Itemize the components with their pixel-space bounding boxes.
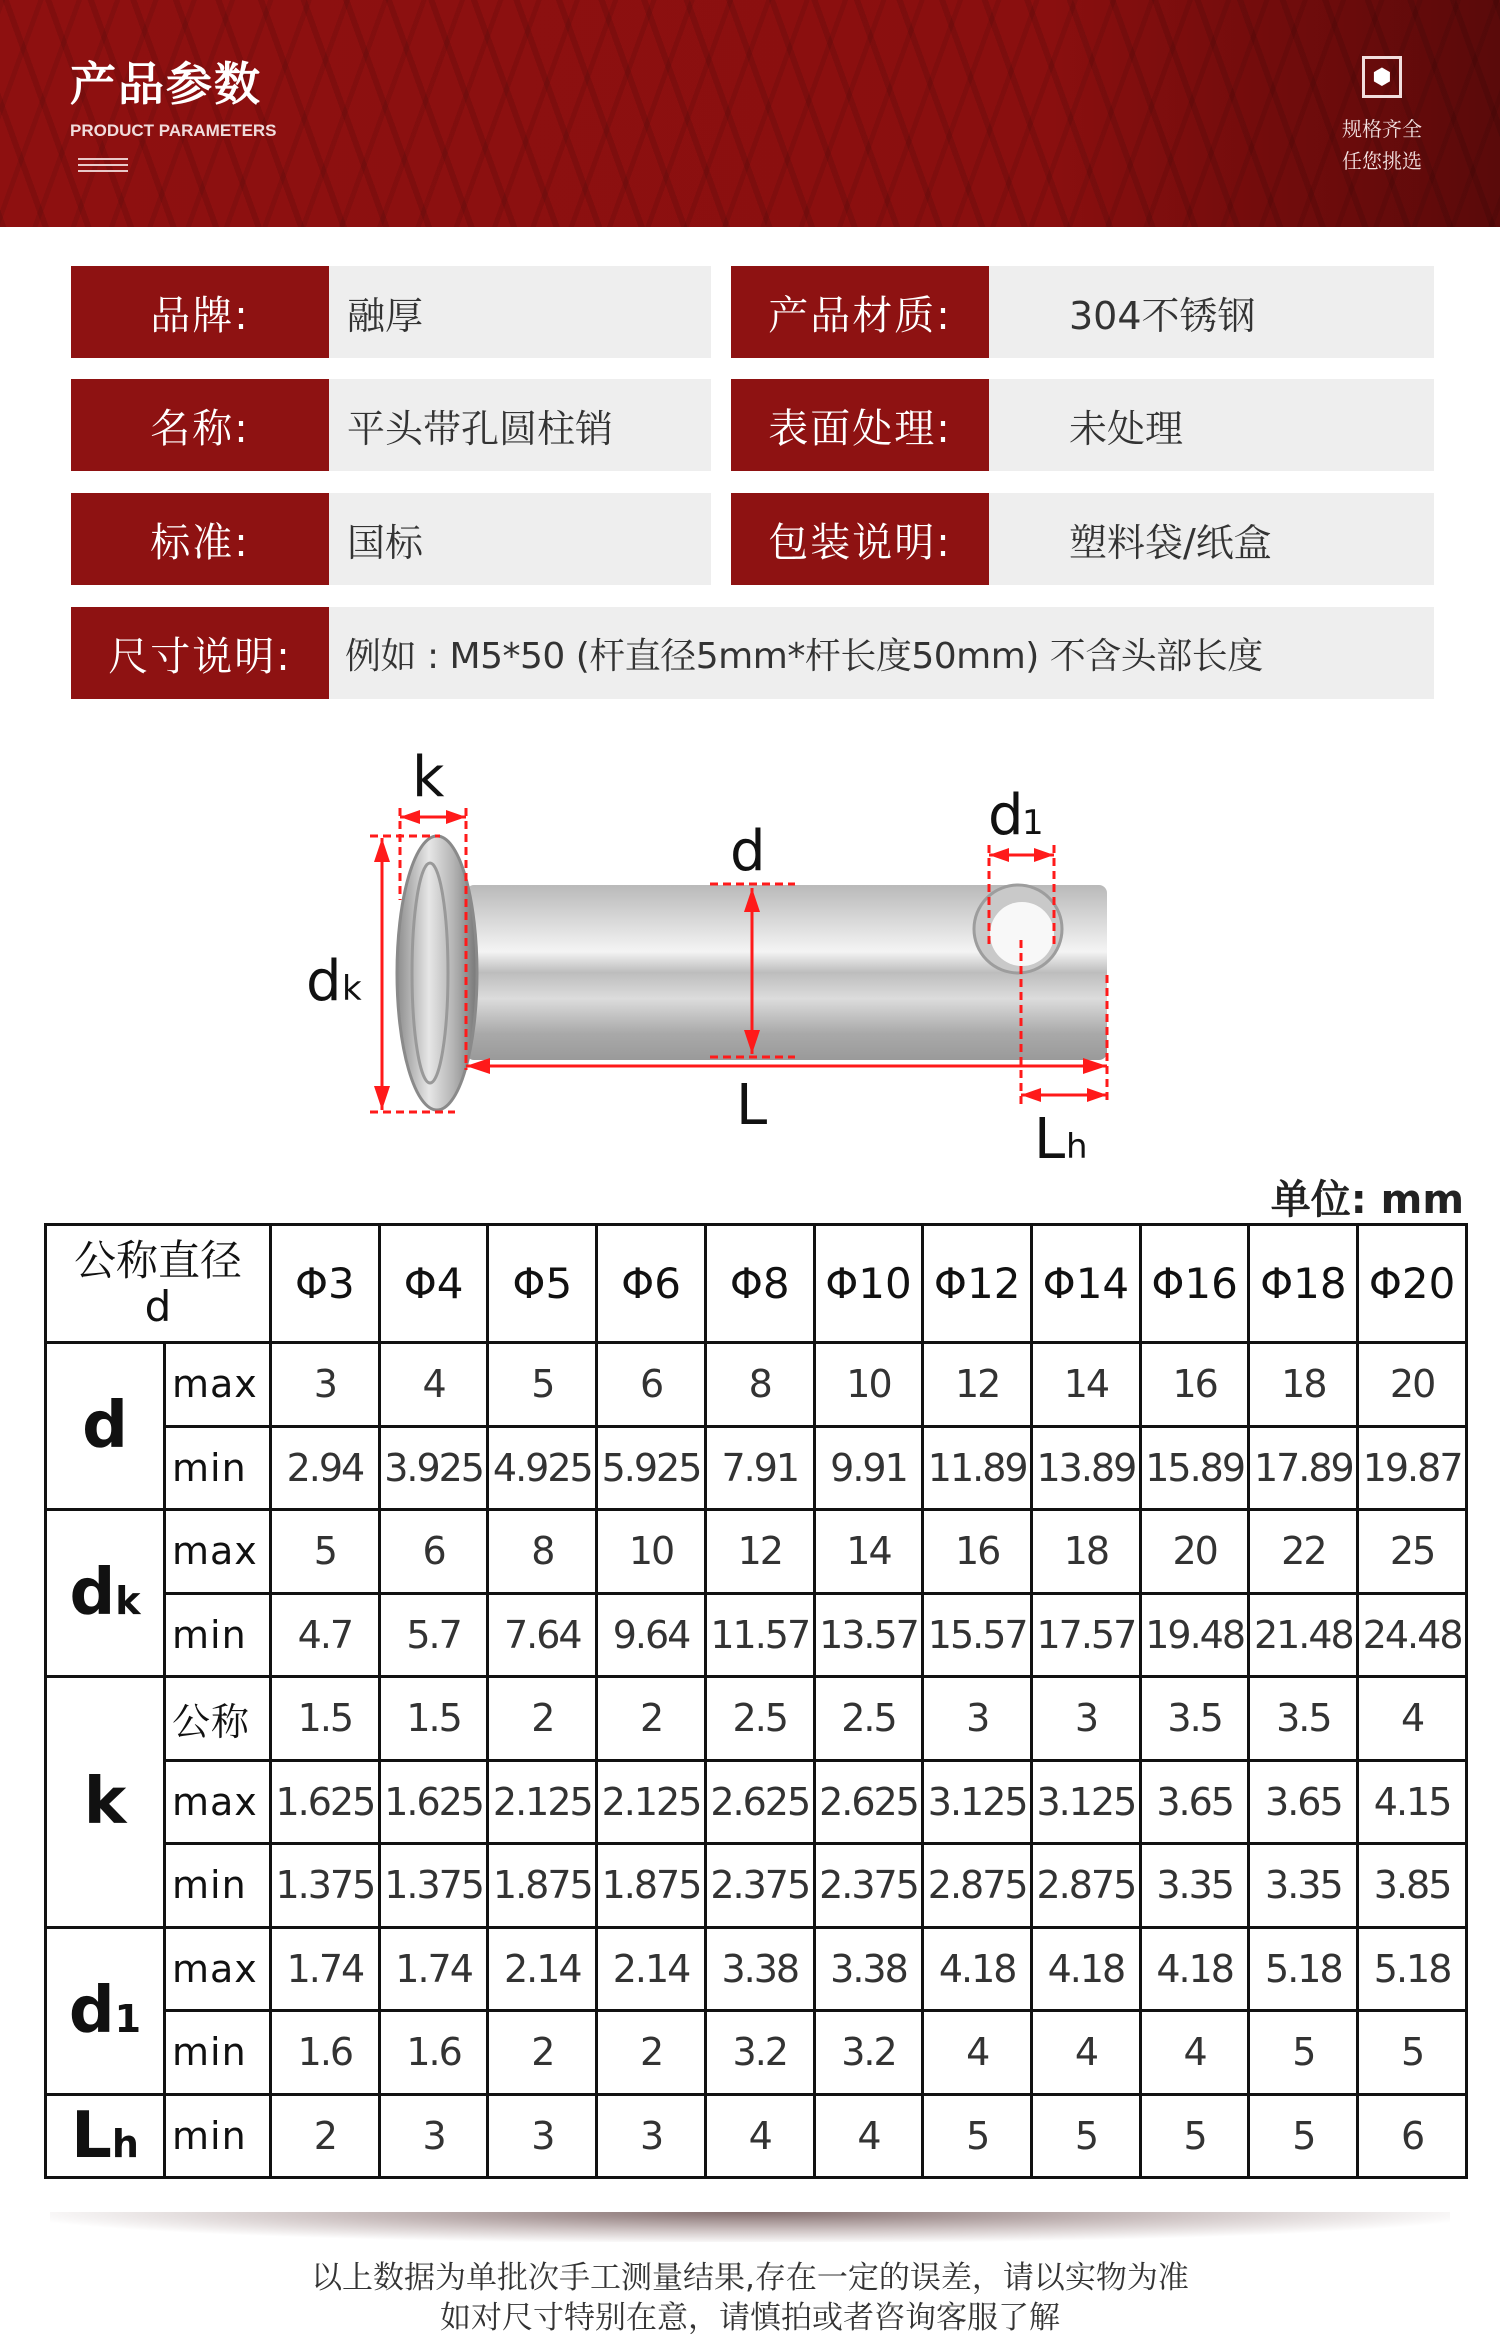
value-cell: 3.85: [1358, 1844, 1467, 1928]
value-cell: 3.65: [1140, 1760, 1249, 1844]
param-symbol: d: [82, 1389, 128, 1463]
value-cell: 3.125: [923, 1760, 1032, 1844]
value-cell: 5.18: [1358, 1927, 1467, 2011]
value-cell: 1.625: [379, 1760, 488, 1844]
value-cell: 8: [705, 1343, 814, 1427]
divider-shadow: [50, 2212, 1450, 2242]
param-symbol: k: [83, 1764, 127, 1839]
value-cell: 13.57: [814, 1593, 923, 1677]
value-cell: 11.89: [923, 1426, 1032, 1510]
value-cell: 5.18: [1249, 1927, 1358, 2011]
value-cell: 1.875: [597, 1844, 706, 1928]
pin-diagram: [0, 730, 1500, 1190]
value-cell: 14: [814, 1510, 923, 1594]
row-label: max: [165, 1927, 271, 2011]
standard-value: 国标: [329, 493, 711, 585]
value-cell: 2.375: [814, 1844, 923, 1928]
value-cell: 2.14: [597, 1927, 706, 2011]
corner-header: [46, 1225, 271, 1343]
value-cell: 5: [1140, 2094, 1249, 2178]
value-cell: 2.625: [814, 1760, 923, 1844]
value-cell: 3: [597, 2094, 706, 2178]
value-cell: 15.57: [923, 1593, 1032, 1677]
table-row: [46, 1844, 1467, 1928]
value-cell: 2.5: [705, 1677, 814, 1761]
label-k: k: [412, 745, 445, 810]
badge-line-1: 规格齐全: [1342, 117, 1422, 141]
value-cell: 7.91: [705, 1426, 814, 1510]
column-header: Φ16: [1140, 1225, 1249, 1343]
value-cell: 3.2: [814, 2011, 923, 2095]
value-cell: 2: [271, 2094, 380, 2178]
value-cell: 20: [1358, 1343, 1467, 1427]
value-cell: 2.125: [597, 1760, 706, 1844]
label-L: L: [736, 1073, 768, 1138]
unit-label: 单位: mm: [1270, 1177, 1464, 1223]
param-cell: [46, 1927, 165, 2094]
param-symbol: d: [68, 1973, 115, 2048]
value-cell: 4.18: [1140, 1927, 1249, 2011]
column-header: Φ8: [705, 1225, 814, 1343]
value-cell: 3.5: [1249, 1677, 1358, 1761]
value-cell: 10: [814, 1343, 923, 1427]
value-cell: 3: [271, 1343, 380, 1427]
value-cell: 9.64: [597, 1593, 706, 1677]
value-cell: 16: [1140, 1343, 1249, 1427]
table-row: [46, 2094, 1467, 2178]
value-cell: 10: [597, 1510, 706, 1594]
value-cell: 4: [1358, 1677, 1467, 1761]
value-cell: 5: [488, 1343, 597, 1427]
value-cell: 3.925: [379, 1426, 488, 1510]
value-cell: 2.5: [814, 1677, 923, 1761]
label-Lh-sub: h: [1066, 1127, 1088, 1167]
value-cell: 2.94: [271, 1426, 380, 1510]
value-cell: 3.38: [705, 1927, 814, 2011]
column-header: Φ14: [1032, 1225, 1141, 1343]
value-cell: 4.18: [1032, 1927, 1141, 2011]
value-cell: 2.875: [923, 1844, 1032, 1928]
value-cell: 1.5: [379, 1677, 488, 1761]
value-cell: 12: [923, 1343, 1032, 1427]
value-cell: 2.375: [705, 1844, 814, 1928]
value-cell: 4.18: [923, 1927, 1032, 2011]
value-cell: 3.65: [1249, 1760, 1358, 1844]
param-subscript: 1: [114, 1996, 142, 2041]
value-cell: 2.875: [1032, 1844, 1141, 1928]
standard-label: 标准:: [71, 493, 329, 585]
table-row: [46, 1927, 1467, 2011]
value-cell: 18: [1032, 1510, 1141, 1594]
table-row: [46, 1343, 1467, 1427]
value-cell: 9.91: [814, 1426, 923, 1510]
label-d1: d: [988, 783, 1024, 848]
section-title: 产品参数: [70, 57, 262, 111]
value-cell: 19.87: [1358, 1426, 1467, 1510]
row-label: min: [165, 2094, 271, 2178]
value-cell: 4: [379, 1343, 488, 1427]
section-header: [0, 0, 1500, 227]
value-cell: 5.7: [379, 1593, 488, 1677]
value-cell: 5: [271, 1510, 380, 1594]
value-cell: 1.5: [271, 1677, 380, 1761]
corner-line-2: d: [144, 1281, 172, 1331]
spec-table: [44, 1223, 1468, 2179]
value-cell: 6: [597, 1343, 706, 1427]
value-cell: 2.125: [488, 1760, 597, 1844]
menu-lines-decoration: [78, 158, 128, 172]
label-dk: d: [306, 949, 342, 1014]
value-cell: 11.57: [705, 1593, 814, 1677]
table-row: [46, 2011, 1467, 2095]
row-label: min: [165, 2011, 271, 2095]
material-value: 304不锈钢: [989, 266, 1434, 358]
value-cell: 15.89: [1140, 1426, 1249, 1510]
value-cell: 2: [597, 1677, 706, 1761]
value-cell: 1.375: [379, 1844, 488, 1928]
table-row: [46, 1426, 1467, 1510]
footer-note-1: 以上数据为单批次手工测量结果,存在一定的误差，请以实物为准: [311, 2260, 1189, 2296]
value-cell: 3.35: [1249, 1844, 1358, 1928]
param-subscript: h: [111, 2121, 139, 2166]
value-cell: 5: [1249, 2011, 1358, 2095]
value-cell: 4: [923, 2011, 1032, 2095]
value-cell: 13.89: [1032, 1426, 1141, 1510]
value-cell: 18: [1249, 1343, 1358, 1427]
column-header: Φ5: [488, 1225, 597, 1343]
param-cell: [46, 1510, 165, 1677]
value-cell: 3.125: [1032, 1760, 1141, 1844]
column-header: Φ12: [923, 1225, 1032, 1343]
row-label: min: [165, 1593, 271, 1677]
value-cell: 24.48: [1358, 1593, 1467, 1677]
surface-label: 表面处理:: [731, 379, 989, 471]
name-label: 名称:: [71, 379, 329, 471]
value-cell: 5: [923, 2094, 1032, 2178]
value-cell: 4.15: [1358, 1760, 1467, 1844]
packaging-value: 塑料袋/纸盒: [989, 493, 1434, 585]
row-label: min: [165, 1844, 271, 1928]
value-cell: 7.64: [488, 1593, 597, 1677]
value-cell: 3: [1032, 1677, 1141, 1761]
value-cell: 25: [1358, 1510, 1467, 1594]
value-cell: 19.48: [1140, 1593, 1249, 1677]
value-cell: 20: [1140, 1510, 1249, 1594]
value-cell: 17.89: [1249, 1426, 1358, 1510]
value-cell: 3.38: [814, 1927, 923, 2011]
value-cell: 12: [705, 1510, 814, 1594]
value-cell: 16: [923, 1510, 1032, 1594]
row-label: max: [165, 1510, 271, 1594]
value-cell: 1.6: [379, 2011, 488, 2095]
value-cell: 1.6: [271, 2011, 380, 2095]
table-row: [46, 1593, 1467, 1677]
footer-note-2: 如对尺寸特别在意，请慎拍或者咨询客服了解: [440, 2300, 1060, 2336]
value-cell: 3.2: [705, 2011, 814, 2095]
name-value: 平头带孔圆柱销: [329, 379, 711, 471]
value-cell: 5: [1032, 2094, 1141, 2178]
param-subscript: k: [115, 1579, 141, 1623]
label-Lh: L: [1034, 1107, 1066, 1172]
value-cell: 5.925: [597, 1426, 706, 1510]
surface-value: 未处理: [989, 379, 1434, 471]
brand-label: 品牌:: [71, 266, 329, 358]
brand-value: 融厚: [329, 266, 711, 358]
value-cell: 2: [488, 2011, 597, 2095]
value-cell: 8: [488, 1510, 597, 1594]
value-cell: 3: [379, 2094, 488, 2178]
value-cell: 14: [1032, 1343, 1141, 1427]
value-cell: 3.5: [1140, 1677, 1249, 1761]
value-cell: 2.625: [705, 1760, 814, 1844]
value-cell: 4: [1032, 2011, 1141, 2095]
value-cell: 5: [1358, 2011, 1467, 2095]
size-label: 尺寸说明:: [71, 607, 329, 699]
param-cell: [46, 1677, 165, 1928]
value-cell: 1.375: [271, 1844, 380, 1928]
param-symbol: d: [69, 1556, 116, 1630]
value-cell: 2: [488, 1677, 597, 1761]
value-cell: 6: [379, 1510, 488, 1594]
label-d1-sub: 1: [1022, 803, 1044, 843]
value-cell: 2: [597, 2011, 706, 2095]
column-header: Φ10: [814, 1225, 923, 1343]
label-dk-sub: k: [342, 969, 362, 1009]
column-header: Φ4: [379, 1225, 488, 1343]
table-row: [46, 1760, 1467, 1844]
material-label: 产品材质:: [731, 266, 989, 358]
column-header: Φ20: [1358, 1225, 1467, 1343]
column-header: Φ6: [597, 1225, 706, 1343]
value-cell: 1.625: [271, 1760, 380, 1844]
value-cell: 22: [1249, 1510, 1358, 1594]
value-cell: 3: [923, 1677, 1032, 1761]
value-cell: 4.7: [271, 1593, 380, 1677]
table-row: [46, 1677, 1467, 1761]
value-cell: 1.74: [379, 1927, 488, 2011]
corner-line-1: 公称直径: [74, 1235, 243, 1285]
value-cell: 1.74: [271, 1927, 380, 2011]
value-cell: 6: [1358, 2094, 1467, 2178]
header-badge-text: [1330, 113, 1434, 177]
size-value: 例如 : M5*50 (杆直径5mm*杆长度50mm) 不含头部长度: [329, 607, 1434, 699]
row-label: 公称: [165, 1677, 271, 1761]
row-label: max: [165, 1343, 271, 1427]
row-label: min: [165, 1426, 271, 1510]
value-cell: 3.35: [1140, 1844, 1249, 1928]
column-header: Φ18: [1249, 1225, 1358, 1343]
value-cell: 4: [1140, 2011, 1249, 2095]
section-subtitle: PRODUCT PARAMETERS: [70, 121, 277, 140]
cube-icon: ⬢: [1362, 56, 1402, 98]
value-cell: 2.14: [488, 1927, 597, 2011]
value-cell: 4.925: [488, 1426, 597, 1510]
packaging-label: 包装说明:: [731, 493, 989, 585]
value-cell: 17.57: [1032, 1593, 1141, 1677]
value-cell: 5: [1249, 2094, 1358, 2178]
table-header-row: [46, 1225, 1467, 1343]
row-label: max: [165, 1760, 271, 1844]
value-cell: 21.48: [1249, 1593, 1358, 1677]
param-cell: [46, 2094, 165, 2178]
label-d: d: [730, 819, 766, 884]
value-cell: 3: [488, 2094, 597, 2178]
table-row: [46, 1510, 1467, 1594]
param-cell: [46, 1343, 165, 1510]
badge-line-2: 任您挑选: [1342, 149, 1422, 173]
value-cell: 1.875: [488, 1844, 597, 1928]
column-header: Φ3: [271, 1225, 380, 1343]
value-cell: 4: [705, 2094, 814, 2178]
param-symbol: L: [71, 2098, 112, 2173]
value-cell: 4: [814, 2094, 923, 2178]
